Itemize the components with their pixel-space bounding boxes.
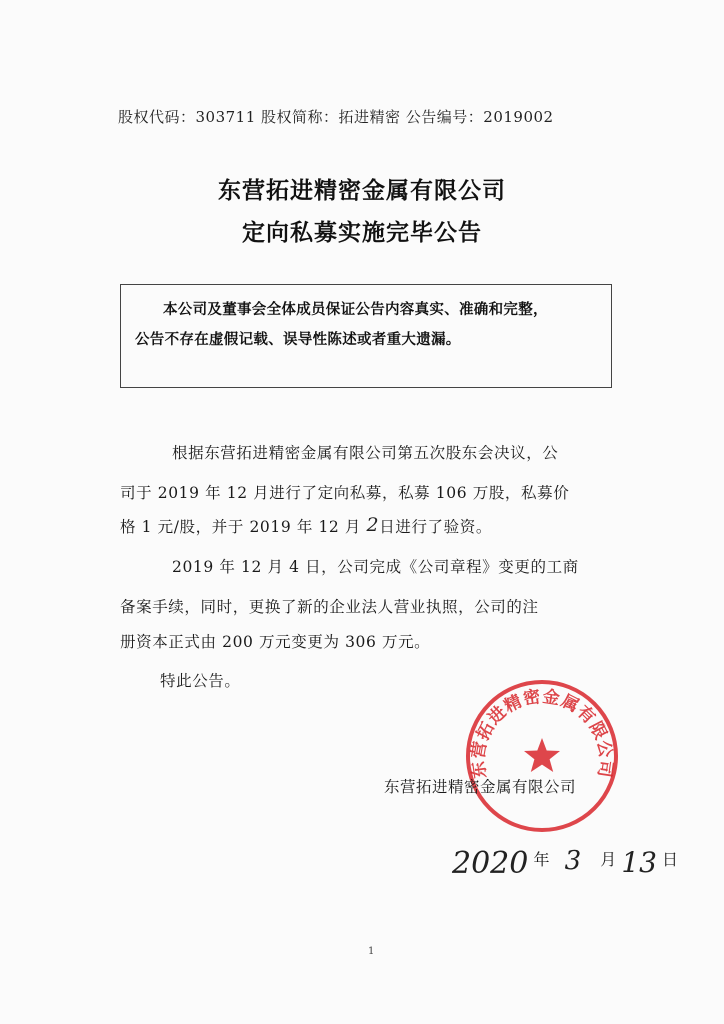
notice-line-1: 本公司及董事会全体成员保证公告内容真实、准确和完整， bbox=[163, 302, 548, 318]
page-number: 1 bbox=[368, 946, 375, 957]
stock-info-line: 股权代码：303711 股权简称：拓进精密 公告编号：2019002 bbox=[118, 108, 554, 126]
body-paragraph-2-line-1: 2019 年 12 月 4 日，公司完成《公司章程》变更的工商 bbox=[172, 558, 579, 576]
handwritten-day: 2 bbox=[366, 514, 380, 536]
body-paragraph-1-line-1: 根据东营拓进精密金属有限公司第五次股东会决议，公 bbox=[172, 444, 559, 462]
closing-remark: 特此公告。 bbox=[160, 672, 241, 690]
body-line-3-start: 格 1 元/股，并于 2019 年 12 月 bbox=[120, 518, 367, 536]
company-signature: 东营拓进精密金属有限公司 bbox=[384, 778, 577, 796]
body-paragraph-2-line-2: 备案手续，同时，更换了新的企业法人营业执照，公司的注 bbox=[120, 598, 539, 616]
seal-text: 东营拓进精密金属有限公司 bbox=[468, 686, 616, 780]
body-line-3-end: 日进行了验资。 bbox=[379, 518, 492, 536]
date-year-handwritten: 2020 bbox=[452, 846, 529, 881]
date-month-handwritten: 3 bbox=[564, 846, 582, 876]
body-paragraph-2-line-3: 册资本正式由 200 万元变更为 306 万元。 bbox=[120, 633, 431, 651]
body-paragraph-1-line-3 bbox=[120, 515, 492, 537]
guarantee-notice-box bbox=[120, 284, 612, 388]
date-month-label: 月 bbox=[600, 850, 617, 869]
signature-date bbox=[452, 842, 678, 882]
date-day-label: 日 bbox=[662, 850, 679, 869]
body-paragraph-1-line-2: 司于 2019 年 12 月进行了定向私募，私募 106 万股，私募价 bbox=[120, 484, 570, 502]
date-year-label: 年 bbox=[533, 850, 550, 869]
notice-line-2: 公告不存在虚假记载、误导性陈述或者重大遗漏。 bbox=[135, 332, 461, 348]
company-seal-stamp bbox=[462, 676, 622, 836]
company-title: 东营拓进精密金属有限公司 bbox=[218, 178, 506, 204]
announcement-title: 定向私募实施完毕公告 bbox=[242, 220, 482, 246]
seal-star-icon bbox=[524, 738, 560, 772]
date-day-handwritten: 13 bbox=[621, 846, 657, 879]
